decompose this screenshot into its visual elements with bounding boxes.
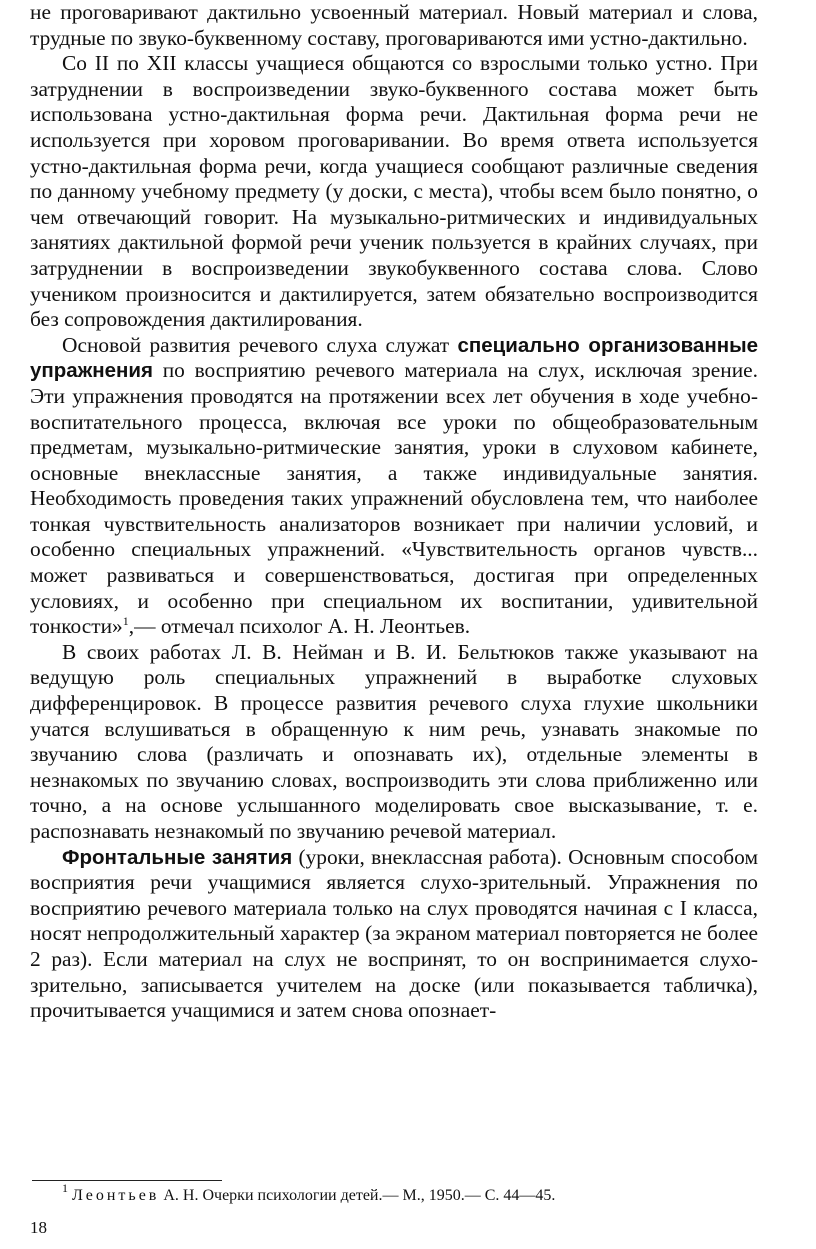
footnote-divider <box>32 1180 222 1181</box>
footnote-text: А. Н. Очерки психологии детей.— М., 1950.— С. 44—45. <box>159 1187 556 1204</box>
paragraph-3-bold-term: специально организованные упражнения <box>30 333 759 383</box>
page-number: 18 <box>30 1218 47 1237</box>
paragraph-5-bold-term: Фронтальные занятия <box>62 845 293 869</box>
paragraph-3-lead: Основой развития речевого слуха служат <box>62 332 458 357</box>
main-text <box>30 0 758 1024</box>
paragraph-3-end: ,— отмечал психолог А. Н. Леонтьев. <box>128 614 471 639</box>
paragraph-3-body: по восприятию речевого материала на слух, исключая зрение. Эти упражнения проводятся на протяжении всех лет обучения в ходе учебно-воспитательного процесса, включая все уроки по общеобразовательным предметам, музыкально-ритмические занятия, уроки в слуховом кабинете, основные внеклассные занятия, а также индивидуальные занятия. Необходимость проведения таких упражнений обусловлена тем, что наиболее тонкая чувствительность анализаторов возникает при наличии условий, и особенно специальных упражнений. «Чувствительность органов чувств... может развиваться и совершенствоваться, достигая при определенных условиях, и особенно при специальном их воспитании, удивительной тонкости» <box>30 358 758 639</box>
footnote-author: Леонтьев <box>72 1187 160 1204</box>
paragraph-5 <box>30 845 758 1024</box>
footnote-mark: 1 <box>62 1181 68 1195</box>
footnote <box>62 1181 762 1206</box>
paragraph-2: Со II по XII классы учащиеся общаются со взрослыми только устно. При затруднении в воспроизведении звуко-буквенного состава может быть использована устно-дактильная форма речи. Дактильная форма речи не используется при хоровом проговаривании. Во время ответа используется устно-дактильная форма речи, когда учащиеся сообщают различные сведения по данному учебному предмету (у доски, с места), чтобы всем было понятно, о чем отвечающий говорит. На музыкально-ритмических и индивидуальных занятиях дактильной формой речи ученик пользуется в крайних случаях, при затруднении в воспроизведении звукобуквенного состава слова. Слово учеником произносится и дактилируется, затем обязательно воспроизводится без сопровождения дактилирования. <box>30 51 758 332</box>
paragraph-1: не проговаривают дактильно усвоенный материал. Новый материал и слова, трудные по звуко-буквенному составу, проговариваются ими устно-дактильно. <box>30 0 758 50</box>
footnote-reference: 1 <box>122 614 129 629</box>
paragraph-3 <box>30 333 758 640</box>
paragraph-5-body: (уроки, внеклассная работа). Основным способом восприятия речи учащимися является слухо-зрительный. Упражнения по восприятию речевого материала только на слух проводятся начиная с I класса, носят непродолжительный характер (за экраном материал повторяется не более 2 раз). Если материал на слух не воспринят, то он воспринимается слухо-зрительно, записывается учителем на доске (или показывается табличка), прочитывается учащимися и затем снова опознает- <box>30 844 758 1023</box>
paragraph-4: В своих работах Л. В. Нейман и В. И. Бельтюков также указывают на ведущую роль специальных упражнений в выработке слуховых дифференцировок. В процессе развития речевого слуха глухие школьники учатся вслушиваться в обращенную к ним речь, узнавать знакомые по звучанию слова (различать и опознавать их), отдельные элементы в незнакомых по звучанию словах, воспроизводить эти слова приближенно или точно, а на основе услышанного моделировать свое высказывание, т. е. распознавать незнакомый по звучанию речевой материал. <box>30 639 758 843</box>
